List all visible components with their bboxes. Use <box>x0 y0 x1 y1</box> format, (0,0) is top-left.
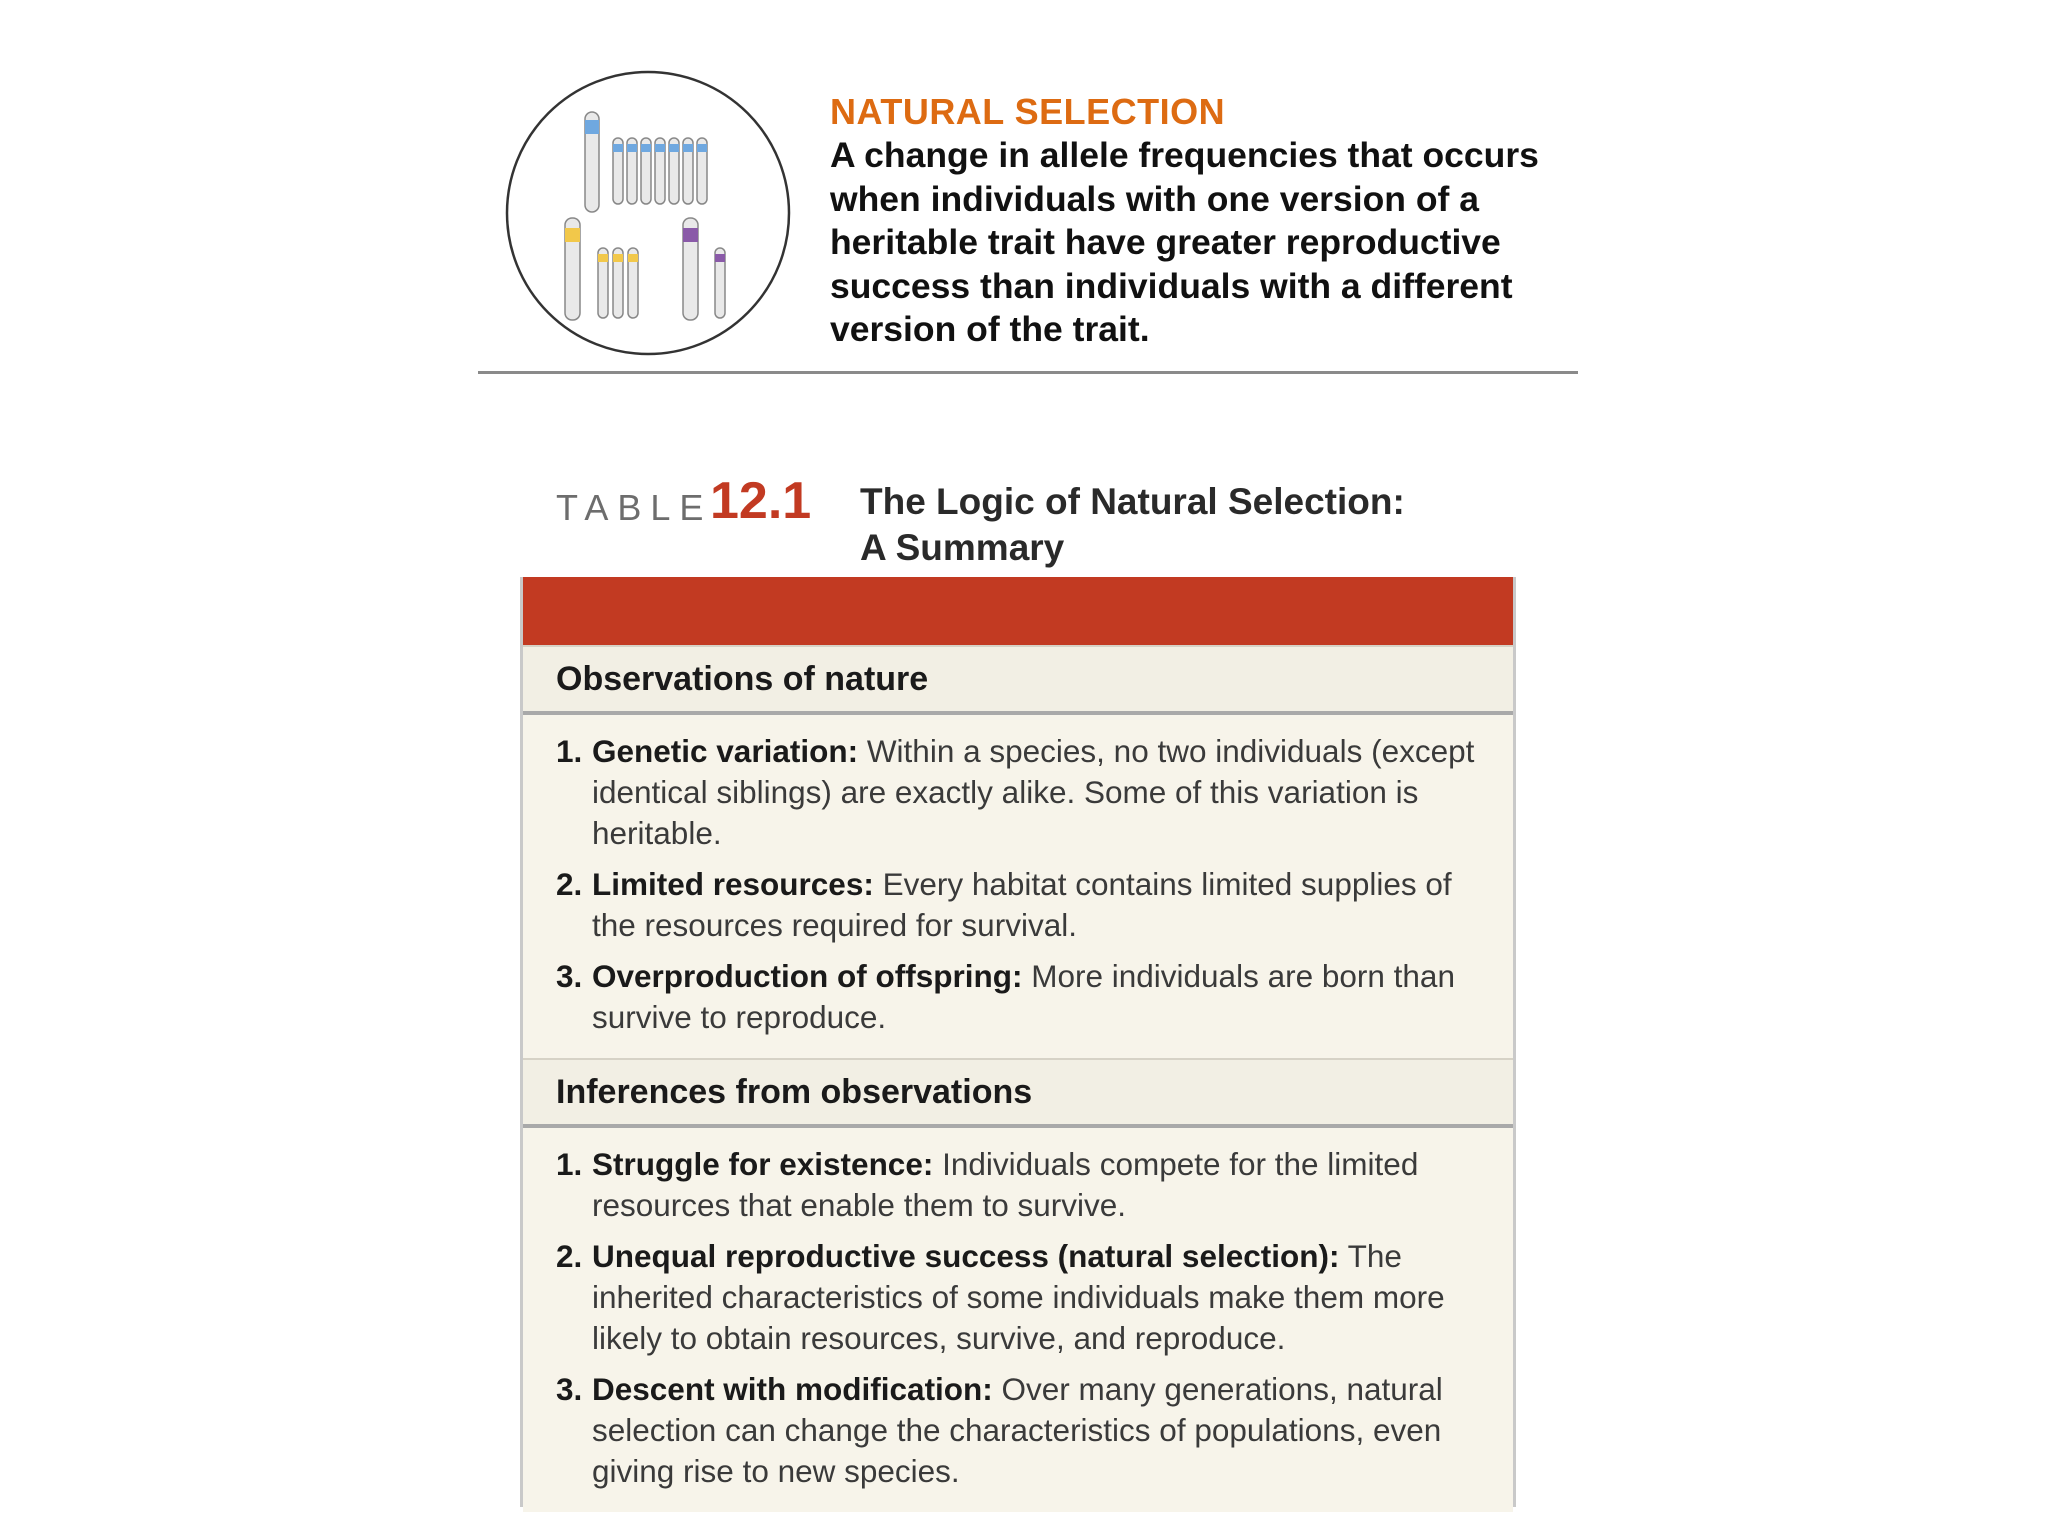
list-item <box>556 1236 1483 1359</box>
list-item <box>556 731 1483 854</box>
definition-text <box>830 90 1590 352</box>
item-lead: Overproduction of offspring: <box>592 958 1023 994</box>
summary-table <box>520 577 1516 1507</box>
chromosomes-icon <box>503 68 793 358</box>
item-text: Individuals compete for the limited resources that enable them to survive. <box>592 1146 1419 1223</box>
list-item <box>556 864 1483 946</box>
item-lead: Unequal reproductive success (natural selection): <box>592 1238 1340 1274</box>
table-label-word: TABLE <box>556 487 713 528</box>
item-text: Over many generations, natural selection can change the characteristics of populations, even giving rise to new species. <box>592 1371 1443 1489</box>
table-header-bar <box>523 577 1513 645</box>
item-number: 1. <box>556 733 583 769</box>
list-item <box>556 1144 1483 1226</box>
list-item <box>556 956 1483 1038</box>
item-number: 3. <box>556 1371 583 1407</box>
definition-block <box>478 60 1578 375</box>
definition-body: A change in allele frequencies that occurs when individuals with one version of a heritable trait have greater reproductive success than individuals with a different version of the trait. <box>830 135 1539 349</box>
table-title <box>860 479 1460 571</box>
section-heading-inferences: Inferences from observations <box>523 1058 1513 1128</box>
item-lead: Limited resources: <box>592 866 874 902</box>
item-lead: Descent with modification: <box>592 1371 993 1407</box>
item-text: Every habitat contains limited supplies of the resources required for survival. <box>592 866 1452 943</box>
table-heading <box>520 465 1520 575</box>
item-text: The inherited characteristics of some individuals make them more likely to obtain resources, survive, and reproduce. <box>592 1238 1445 1356</box>
divider <box>478 371 1578 374</box>
item-number: 3. <box>556 958 583 994</box>
item-text: Within a species, no two individuals (except identical siblings) are exactly alike. Some of this variation is heritable. <box>592 733 1475 851</box>
item-lead: Genetic variation: <box>592 733 859 769</box>
item-number: 2. <box>556 1238 583 1274</box>
table-label-number: 12.1 <box>710 472 812 530</box>
table-title-line2: A Summary <box>860 527 1065 568</box>
list-item <box>556 1369 1483 1492</box>
item-text: More individuals are born than survive to reproduce. <box>592 958 1455 1035</box>
table-title-line1: The Logic of Natural Selection: <box>860 481 1405 522</box>
item-lead: Struggle for existence: <box>592 1146 934 1182</box>
item-number: 1. <box>556 1146 583 1182</box>
definition-term: NATURAL SELECTION <box>830 91 1226 132</box>
section-body-inferences <box>523 1128 1513 1512</box>
section-body-observations <box>523 715 1513 1058</box>
item-number: 2. <box>556 866 583 902</box>
section-heading-observations: Observations of nature <box>523 645 1513 715</box>
